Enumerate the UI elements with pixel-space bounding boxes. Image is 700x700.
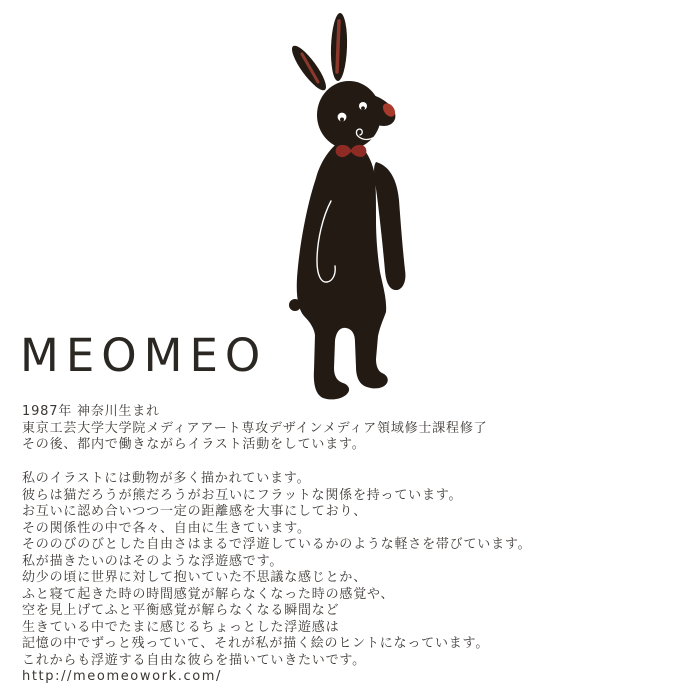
bio-line: 空を見上げてふと平衡感覚が解らなくなる瞬間など — [22, 603, 340, 618]
rabbit-right-ear — [330, 13, 348, 82]
bio-line: 私が描きたいのはそのような浮遊感です。 — [22, 553, 284, 569]
bio-line: 1987年 神奈川生まれ — [22, 404, 160, 419]
website-url-link[interactable]: http://meomeowork.com/ — [22, 669, 222, 684]
bio-line: 生きている中でたまに感じるちょっとした浮遊感は — [22, 619, 340, 635]
bio-line: 私のイラストには動物が多く描かれています。 — [22, 471, 311, 486]
bio-line: その関係性の中で各々、自由に生きています。 — [22, 520, 311, 536]
bio-line: 彼らは猫だろうが熊だろうがお互いにフラットな関係を持っています。 — [22, 487, 463, 503]
rabbit-left-ear — [287, 42, 331, 95]
bio-line: その後、都内で働きながらイラスト活動をしています。 — [22, 437, 366, 452]
bio-line: これからも浮遊する自由な彼らを描いていきたいです。 — [22, 652, 366, 668]
rabbit-body — [297, 141, 388, 399]
bio-paragraph-2 — [22, 471, 531, 669]
bio-line: 東京工芸大学大学院メディアアート専攻デザインメディア領域修士課程修了 — [22, 420, 488, 436]
rabbit-tail — [289, 299, 301, 311]
bio-line: お互いに認め合いつつ一定の距離感を大事にしており、 — [22, 504, 368, 519]
bio-paragraph-1 — [22, 404, 487, 454]
right-ear-stripe — [337, 21, 339, 72]
bio-line: ふと寝て起きた時の時間感覚が解らなくなった時の感覚や、 — [22, 586, 395, 602]
rabbit-illustration — [260, 0, 480, 420]
bio-line: そののびのびとした自由さはまるで浮遊しているかのような軽さを帯びています。 — [22, 537, 532, 552]
bio-line: 幼少の頃に世界に対して抱いていた不思議な感じとか、 — [22, 570, 368, 585]
logo-meomeo: MEOMEO — [20, 329, 268, 382]
bio-line: 記憶の中でずっと残っていて、それが私が描く絵のヒントになっています。 — [22, 636, 490, 651]
